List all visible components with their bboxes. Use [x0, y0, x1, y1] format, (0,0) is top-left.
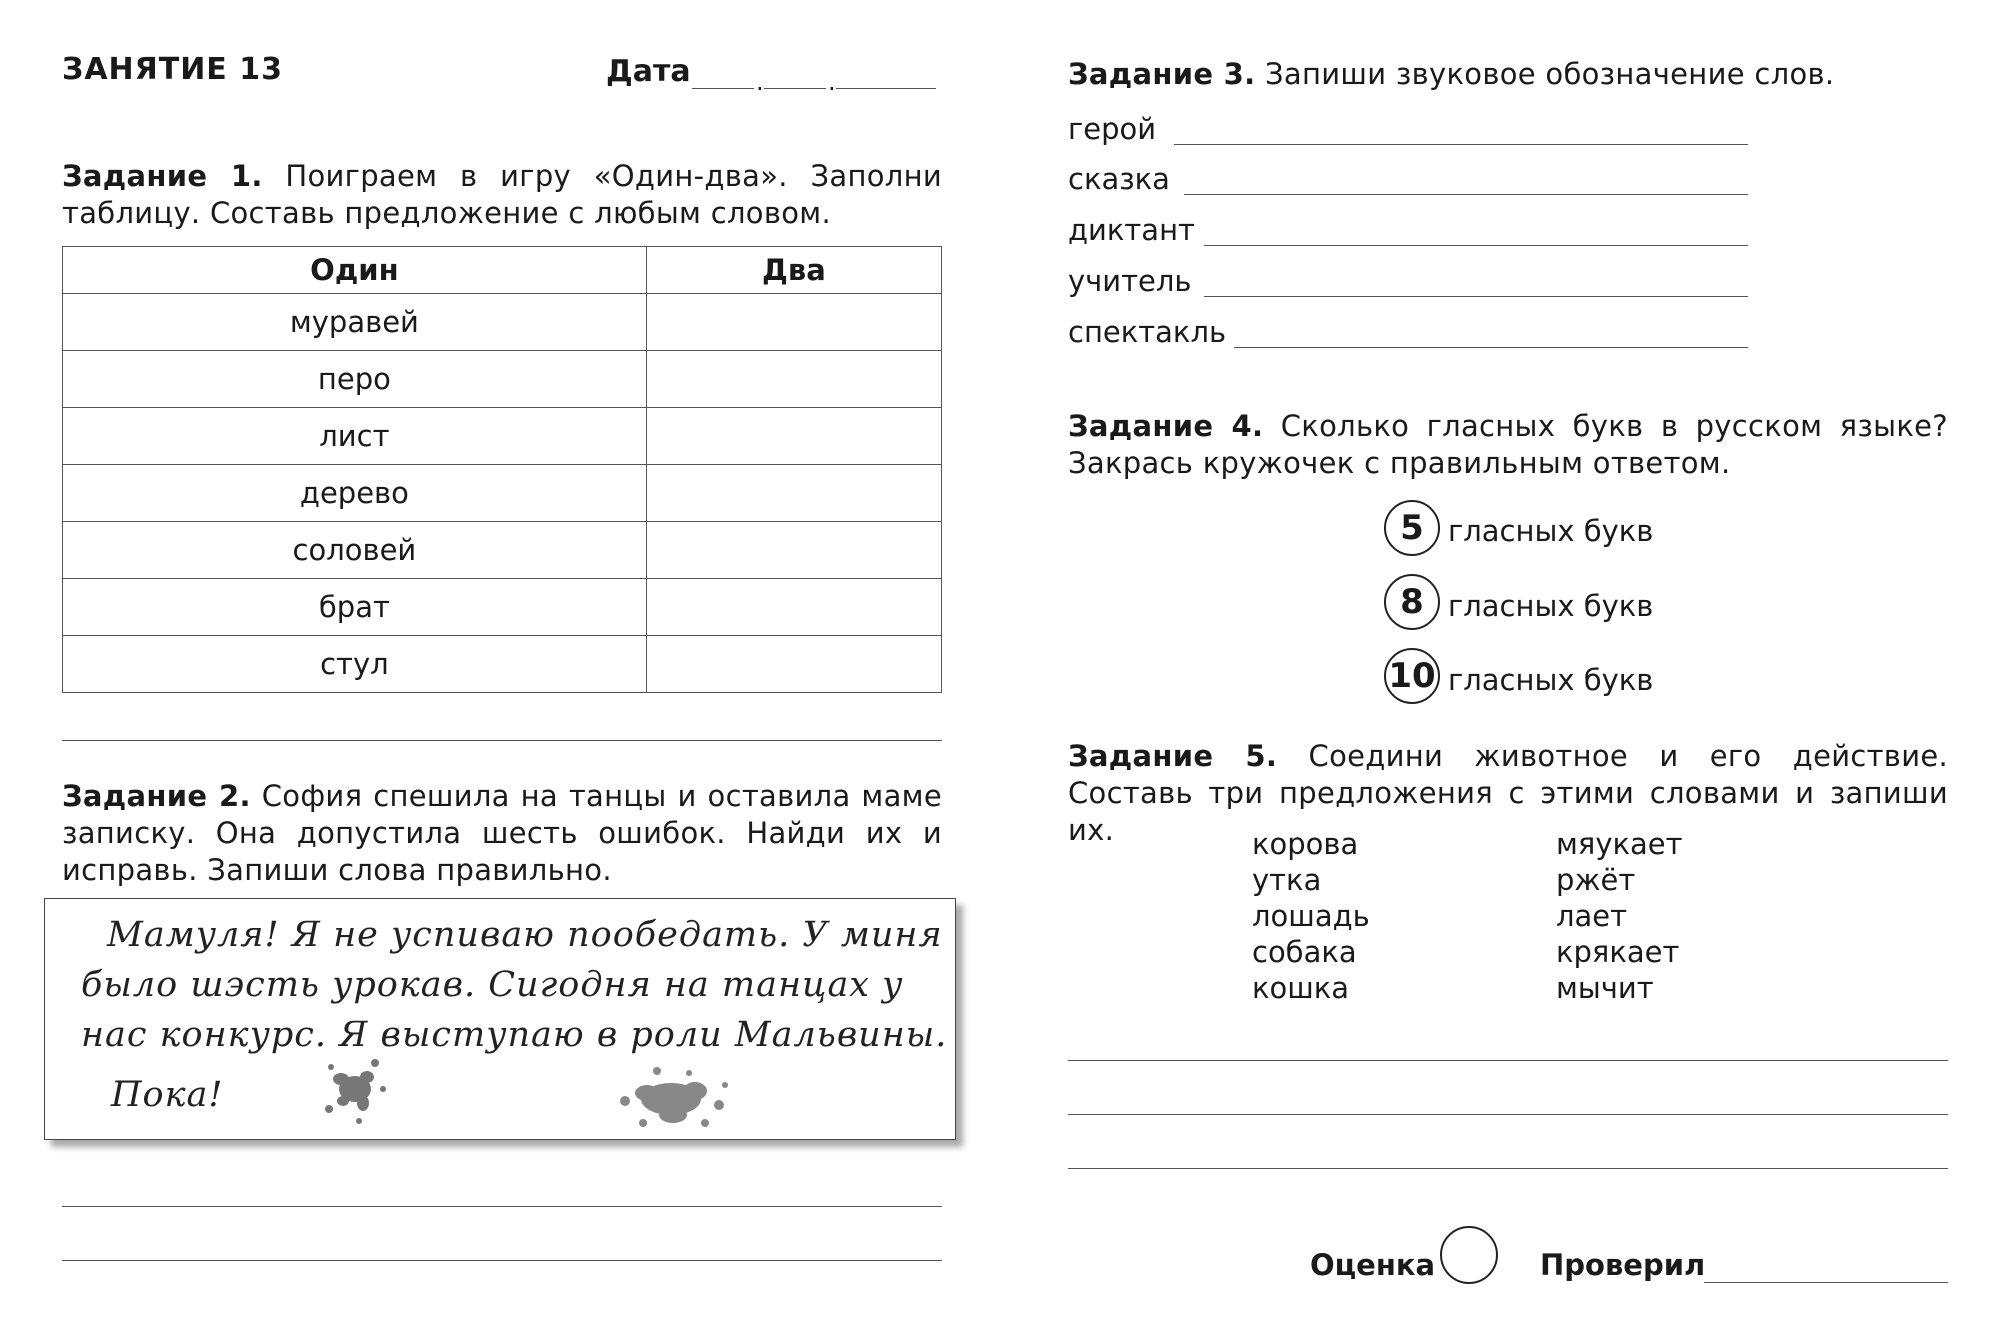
animal-word[interactable]: утка [1252, 863, 1322, 897]
checked-label: Проверил [1540, 1248, 1706, 1282]
action-word[interactable]: крякает [1556, 935, 1680, 969]
answer-cell[interactable] [646, 636, 941, 693]
transcription-line[interactable] [1204, 245, 1748, 246]
transcription-line[interactable] [1174, 144, 1748, 145]
answer-label: гласных букв [1448, 514, 1654, 548]
word-diktant: диктант [1068, 213, 1195, 247]
animal-word[interactable]: собака [1252, 935, 1357, 969]
grade-circle[interactable] [1440, 1226, 1498, 1284]
col-two-header: Два [646, 247, 941, 294]
answer-circle-10[interactable]: 10 [1384, 648, 1440, 704]
table-row [63, 465, 942, 522]
word-cell: брат [63, 579, 647, 636]
animal-word[interactable]: кошка [1252, 971, 1350, 1005]
answer-circle-5[interactable]: 5 [1384, 500, 1440, 556]
word-cell: стул [63, 636, 647, 693]
table-row [63, 579, 942, 636]
action-word[interactable]: ржёт [1556, 863, 1636, 897]
task5-text: Соедини животное и его действие. Составь три предложения с этими словами и запиши их. [1068, 739, 1949, 847]
table-row [63, 636, 942, 693]
answer-cell[interactable] [646, 408, 941, 465]
task3-text: Запиши звуковое обозначение слов. [1265, 57, 1835, 91]
handwritten-note [44, 898, 956, 1140]
task5-instructions [1068, 738, 1948, 849]
animal-word[interactable]: лошадь [1252, 899, 1370, 933]
task3-title: Задание 3. [1068, 57, 1256, 91]
answer-label: гласных букв [1448, 589, 1654, 623]
table-row [63, 294, 942, 351]
ink-blot-icon [613, 1065, 733, 1135]
signature-line[interactable] [1704, 1282, 1948, 1283]
transcription-line[interactable] [1234, 347, 1748, 348]
task1-instructions [62, 158, 942, 232]
one-two-table [62, 246, 942, 693]
answer-line[interactable] [1068, 1168, 1948, 1169]
word-cell: соловей [63, 522, 647, 579]
word-skazka: сказка [1068, 162, 1170, 196]
action-word[interactable]: мычит [1556, 971, 1654, 1005]
action-word[interactable]: мяукает [1556, 827, 1683, 861]
task3-instructions [1068, 56, 1948, 93]
task4-title: Задание 4. [1068, 409, 1264, 443]
answer-line[interactable] [1068, 1114, 1948, 1115]
transcription-line[interactable] [1204, 296, 1748, 297]
answer-cell[interactable] [646, 465, 941, 522]
answer-label: гласных букв [1448, 663, 1654, 697]
task2-instructions [62, 778, 942, 889]
animal-word[interactable]: корова [1252, 827, 1359, 861]
table-row [63, 351, 942, 408]
word-cell: муравей [63, 294, 647, 351]
word-uchitel: учитель [1068, 264, 1192, 298]
note-line: Пока! [111, 1075, 224, 1115]
task1-title: Задание 1. [62, 159, 263, 193]
date-label: Дата [606, 54, 691, 89]
table-row [63, 522, 942, 579]
answer-line[interactable] [62, 1260, 942, 1261]
table-row [63, 408, 942, 465]
word-spektakl: спектакль [1068, 315, 1227, 349]
answer-cell[interactable] [646, 351, 941, 408]
sentence-answer-line[interactable] [62, 740, 942, 741]
grade-label: Оценка [1310, 1248, 1436, 1282]
answer-cell[interactable] [646, 294, 941, 351]
word-cell: перо [63, 351, 647, 408]
task1-text: Поиграем в игру «Один-два». Заполни таблицу. Составь предложение с любым словом. [62, 159, 942, 230]
lesson-title: ЗАНЯТИЕ 13 [62, 52, 283, 87]
ink-blot-icon [317, 1049, 397, 1129]
note-line: Мамуля! Я не успиваю пообедать. У миня [107, 915, 943, 955]
task2-text: София спешила на танцы и оставила маме записку. Она допустила шесть ошибок. Найди их и исправь. Запиши слова правильно. [62, 779, 942, 887]
word-cell: лист [63, 408, 647, 465]
note-line: нас конкурс. Я выступаю в роли Мальвины. [81, 1015, 948, 1055]
task2-title: Задание 2. [62, 779, 251, 813]
word-geroy: герой [1068, 112, 1157, 146]
task4-text: Сколько гласных букв в русском языке? Закрась кружочек с правильным ответом. [1068, 409, 1948, 480]
answer-circle-8[interactable]: 8 [1384, 574, 1440, 630]
answer-line[interactable] [62, 1206, 942, 1207]
transcription-line[interactable] [1184, 194, 1748, 195]
answer-cell[interactable] [646, 522, 941, 579]
task4-instructions [1068, 408, 1948, 482]
answer-cell[interactable] [646, 579, 941, 636]
task5-title: Задание 5. [1068, 739, 1278, 773]
note-line: было шэсть урокав. Сигодня на танцах у [81, 965, 904, 1005]
word-cell: дерево [63, 465, 647, 522]
col-one-header: Один [63, 247, 647, 294]
date-field[interactable]: . . [692, 54, 936, 90]
answer-line[interactable] [1068, 1060, 1948, 1061]
action-word[interactable]: лает [1556, 899, 1628, 933]
